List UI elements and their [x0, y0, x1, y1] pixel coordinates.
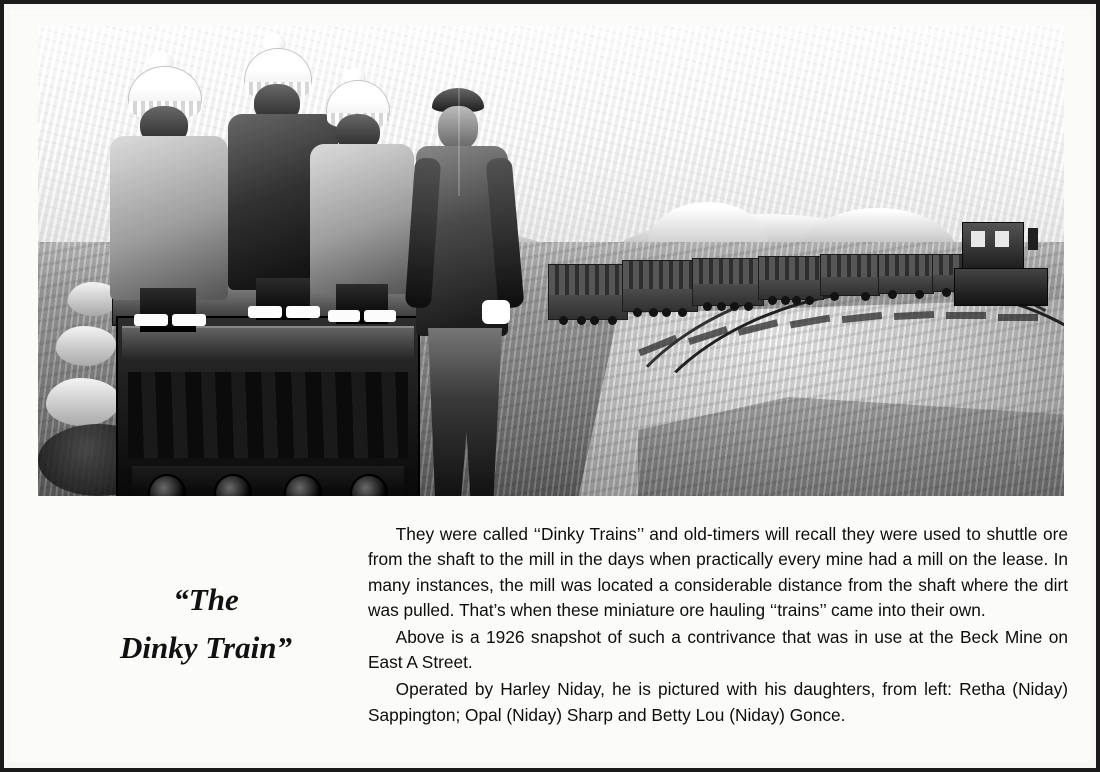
photo-wheel — [590, 316, 599, 325]
photo-wheel — [577, 316, 586, 325]
photo-ore-car — [758, 256, 824, 300]
caption-paragraph-1: They were called ‘‘Dinky Trains’’ and old-timers will recall they were used to shuttle ore from the shaft to the mill in the days when practically every mine had a mill on the lease. In many instances, the mill was located a considerable distance from the shaft where the dirt was pulled. That’s when these miniature ore hauling ‘‘trains’’ came into their own. — [368, 524, 1068, 621]
photo-ore-car-side — [759, 257, 823, 280]
photo-wheel — [781, 296, 790, 305]
photo-ore-car-side — [693, 259, 763, 284]
photo-ore-car-wheels — [627, 307, 693, 317]
historical-photograph — [38, 26, 1064, 496]
photo-locomotive-stack — [1028, 228, 1038, 250]
photo-wheel — [805, 296, 814, 305]
photo-locomotive — [954, 222, 1046, 318]
photo-wheel — [633, 308, 642, 317]
photo-child-coat — [310, 144, 414, 294]
photo-wheel — [830, 292, 839, 301]
caption-title — [56, 576, 356, 672]
photo-scratch — [458, 46, 460, 196]
photo-wheel — [861, 292, 870, 301]
caption-body-text — [368, 522, 1068, 728]
photo-locomotive-cab — [962, 222, 1024, 272]
caption-paragraph-3: Operated by Harley Niday, he is pictured with his daughters, from left: Retha (Niday) Sappington; Opal (Niday) Sharp and Betty Lou (Niday) Gonce. — [368, 679, 1068, 725]
photo-locomotive-window — [995, 231, 1009, 247]
photo-man-hand — [482, 300, 510, 324]
photo-wheel — [662, 308, 671, 317]
photo-wheel — [559, 316, 568, 325]
photo-ore-car-wheels — [697, 301, 759, 311]
photo-child-left — [104, 52, 234, 328]
photo-ore-car-side — [549, 265, 627, 295]
photo-ore-car-side — [821, 255, 879, 277]
photo-flatcar — [116, 316, 420, 496]
photo-child-boot — [248, 306, 282, 318]
photo-child-coat — [110, 136, 228, 300]
photo-wheel — [608, 316, 617, 325]
photo-child-boot — [134, 314, 168, 326]
photo-man-trousers — [428, 328, 502, 496]
photo-child-boot — [364, 310, 396, 322]
photo-wheel — [703, 302, 712, 311]
photo-ore-car — [548, 264, 628, 320]
photo-wheel — [678, 308, 687, 317]
photo-child-boot — [172, 314, 206, 326]
photo-wheel — [730, 302, 739, 311]
photo-wheel — [649, 308, 658, 317]
photo-ore-car-wheels — [883, 289, 929, 299]
photo-wheel — [768, 296, 777, 305]
page-surface — [10, 10, 1090, 762]
photo-ore-car-wheels — [763, 295, 819, 305]
photo-locomotive-body — [954, 268, 1048, 306]
photo-ore-car-side — [623, 261, 697, 289]
photo-ore-car-wheels — [825, 291, 875, 301]
photo-ore-car-wheels — [553, 315, 623, 325]
caption-paragraph-2: Above is a 1926 snapshot of such a contrivance that was in use at the Beck Mine on East A Street. — [368, 627, 1068, 673]
photo-wheel — [888, 290, 897, 299]
photo-locomotive-window — [971, 231, 985, 247]
photo-ore-car — [878, 254, 934, 294]
photo-wheel — [792, 296, 801, 305]
photo-wheel — [915, 290, 924, 299]
caption-title-line-2: Dinky Train” — [120, 630, 292, 666]
photo-ore-car-side — [879, 255, 933, 276]
photo-wheel — [744, 302, 753, 311]
caption-title-line-1: “The — [173, 582, 239, 617]
photo-ore-car — [622, 260, 698, 312]
photo-man-harley-niday — [410, 88, 518, 496]
photo-ore-car — [820, 254, 880, 296]
photo-child-boot — [328, 310, 360, 322]
photo-scratch — [1018, 356, 1020, 466]
photo-ore-car-string — [548, 254, 1018, 344]
photo-wheel — [717, 302, 726, 311]
photo-ore-car — [692, 258, 764, 306]
photo-flatcar-body-panel — [128, 372, 408, 458]
photo-scratch — [738, 66, 739, 186]
photo-wheel — [942, 288, 951, 297]
